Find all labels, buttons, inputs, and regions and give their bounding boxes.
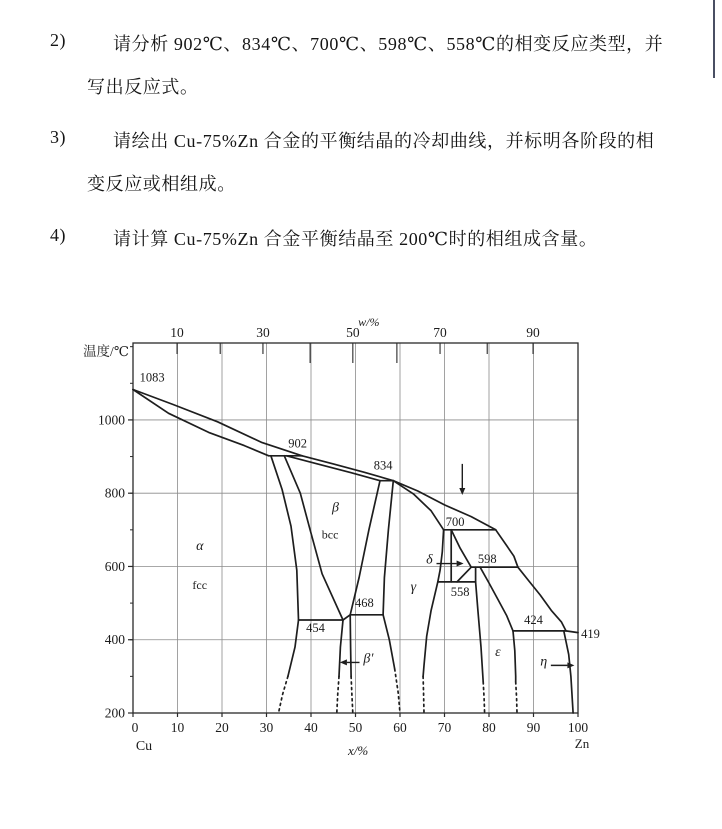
scan-edge-line	[713, 0, 715, 78]
curve-epsilon-right-tail	[516, 682, 517, 713]
top-tick-label: 70	[433, 325, 447, 340]
curve-betaprime-right-tail	[351, 676, 353, 713]
curve-gamma-right-lower	[423, 582, 438, 677]
point-label-454: 454	[306, 621, 325, 636]
region-label-β′: β′	[363, 651, 374, 667]
region-label-γ: γ	[410, 580, 417, 596]
y-axis-title: 温度/℃	[83, 344, 129, 359]
region-label-bcc: bcc	[321, 527, 339, 542]
x-tick-label: 30	[259, 720, 274, 735]
question-2-line-2: 写出反应式。	[87, 77, 199, 97]
curve-epsilon-left-lower	[476, 582, 484, 682]
phase-diagram-chart	[0, 300, 722, 770]
curve-liquidus-epsilon	[496, 530, 518, 567]
curve-liquidus-zn	[566, 631, 578, 633]
region-label-β: β	[331, 500, 339, 516]
curve-betaprime-left	[339, 620, 343, 676]
point-label-468: 468	[355, 596, 374, 611]
curve-betaprime-right	[350, 615, 351, 677]
curve-gamma-right-tail	[423, 676, 424, 713]
point-label-902: 902	[288, 436, 308, 451]
top-axis-title: w/%	[358, 315, 380, 329]
y-tick-label: 600	[104, 558, 125, 574]
x-tick-label: 100	[567, 720, 589, 735]
y-tick-label: 800	[104, 485, 125, 501]
point-label-1083: 1083	[139, 370, 165, 385]
x-axis-cu-label: Cu	[135, 739, 153, 754]
point-label-419: 419	[581, 626, 600, 641]
curve-epsilon-right-lower	[513, 631, 516, 682]
question-2-number: 2)	[50, 30, 66, 50]
delta-pointer-arrow-head	[457, 561, 464, 567]
x-tick-label: 60	[393, 720, 407, 735]
curve-gamma-left-lower	[383, 615, 395, 669]
x-tick-label: 50	[348, 720, 363, 735]
curve-solidus-alpha	[133, 390, 269, 456]
curve-solidus-beta	[287, 456, 381, 481]
x-tick-label: 70	[437, 720, 452, 735]
curve-eta-left	[564, 631, 573, 713]
x-tick-label: 0	[131, 720, 139, 735]
curve-epsilon-solidus	[480, 567, 513, 631]
x-axis-title: x/%	[348, 743, 369, 758]
point-label-834: 834	[373, 458, 393, 473]
top-tick-label: 30	[256, 325, 270, 340]
question-3-number: 3)	[50, 127, 66, 147]
curve-delta-right-lower	[457, 567, 471, 582]
curve-epsilon-left-tail	[483, 682, 484, 713]
region-label-ε: ε	[495, 645, 501, 661]
top-tick-label: 10	[170, 325, 184, 340]
x-tick-label: 90	[526, 720, 541, 735]
curve-alpha-solvus-tail	[279, 676, 288, 713]
x-tick-label: 10	[170, 720, 185, 735]
x-tick-label: 80	[482, 720, 496, 735]
point-label-424: 424	[524, 612, 543, 627]
question-2-line-1: 请分析 902℃、834℃、700℃、598℃、558℃的相变反应类型，并	[113, 34, 664, 54]
alloy-75zn-arrow-head	[459, 488, 465, 495]
eta-pointer-arrow-head	[567, 662, 574, 668]
question-3-line-1: 请绘出 Cu-75%Zn 合金的平衡结晶的冷却曲线，并标明各阶段的相	[113, 131, 655, 151]
curve-gamma-left-upper	[383, 481, 393, 615]
x-axis-zn-label: Zn	[574, 736, 590, 751]
region-label-η: η	[540, 654, 548, 670]
question-3-line-2: 变反应或相组成。	[87, 174, 236, 194]
point-label-558: 558	[450, 584, 470, 599]
question-4-number: 4)	[50, 225, 66, 245]
point-label-598: 598	[477, 551, 497, 566]
curve-solidus-gamma	[393, 481, 443, 530]
region-label-δ: δ	[426, 552, 433, 568]
betaprime-pointer-arrow-head	[340, 659, 347, 665]
curve-liquidus-alpha	[133, 390, 302, 456]
top-tick-label: 90	[526, 325, 540, 340]
point-label-700: 700	[445, 515, 465, 530]
curve-gamma-right-upper	[438, 530, 444, 582]
y-tick-label: 200	[104, 705, 125, 721]
y-tick-label: 400	[104, 632, 125, 648]
curve-gamma-left-tail	[395, 669, 400, 713]
curve-beta-right	[350, 481, 380, 615]
top-tick-label: 50	[346, 325, 360, 340]
curve-betaprime-left-tail	[337, 676, 339, 713]
curve-step-454-468	[343, 615, 350, 620]
question-4-line-1: 请计算 Cu-75%Zn 合金平衡结晶至 200℃时的相组成含量。	[113, 229, 598, 249]
curve-delta-right-upper	[451, 530, 471, 567]
x-tick-label: 20	[215, 720, 229, 735]
region-label-fcc: fcc	[192, 578, 208, 593]
x-tick-label: 40	[304, 720, 318, 735]
y-tick-label: 1000	[98, 412, 125, 428]
region-label-α: α	[196, 538, 204, 554]
